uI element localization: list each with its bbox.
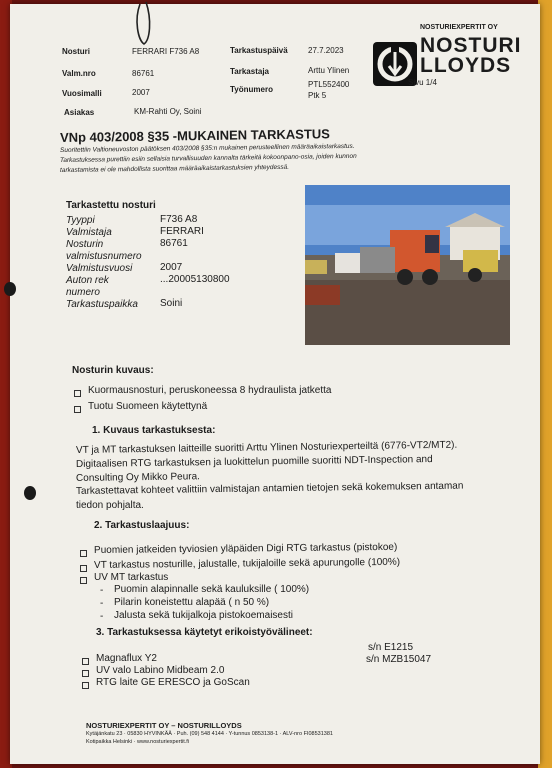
kuvaus-item: Tuotu Suomeen käytettynä [88, 401, 208, 412]
crane-field-value: Soini [160, 298, 183, 309]
bullet-icon [80, 550, 87, 557]
section2-item: VT tarkastus nosturille, jalustalle, tukijaloille sekä apurungolle (100%) [93, 556, 401, 571]
logo-line2: LLOYDS [420, 54, 512, 77]
section2-subitem: Puomin alapinnalle sekä kauluksille ( 100%) [114, 584, 310, 595]
crane-field-value: FERRARI [160, 226, 204, 237]
intro-line: Tarkastuksessa purettiin esiin sellaisia turvallisuuden kannalta tärkeitä kokoonpano-osia, joiden kunnon [59, 152, 357, 164]
section2-item: UV MT tarkastus [94, 572, 169, 583]
punch-hole [4, 282, 16, 296]
section2-subitem: Pilarin koneistettu alapää ( n 50 %) [114, 597, 270, 608]
crane-field-value: 86761 [160, 238, 188, 249]
section1-line: Consulting Oy Mikko Peura. [75, 471, 201, 484]
paper-clip-icon [132, 0, 162, 50]
logo-small-text: NOSTURIEXPERTIT OY [420, 24, 498, 31]
section3-item: RTG laite GE ERESCO ja GoScan [96, 677, 250, 688]
ptk-value: Ptk 5 [308, 91, 327, 100]
bullet-icon [82, 658, 89, 665]
serial-number: s/n MZB15047 [366, 654, 432, 665]
nosturi-label: Nosturi [62, 47, 90, 56]
bullet-icon [74, 390, 81, 397]
crane-section-heading: Tarkastettu nosturi [66, 200, 156, 211]
section1-heading: 1. Kuvaus tarkastuksesta: [92, 425, 216, 436]
footer-address: Kytäjänkatu 23 · 05830 HYVINKÄÄ · Puh. (09) 548 4144 · Y-tunnus 0853138-1 · ALV-nro FI08531381 [86, 731, 333, 737]
intro-line: Suoritettiin Valtioneuvoston päätöksen 403/2008 §35:n mukainen perusteellinen määräaikaistarkastus. [59, 142, 355, 154]
tyonumero-value: PTL552400 [308, 80, 350, 89]
dash-icon: - [100, 598, 104, 609]
bullet-icon [80, 577, 87, 584]
section2-item: Puomien jatkeiden tyviosien yläpäiden Digi RTG tarkastus (pistokoe) [93, 541, 398, 556]
crane-field-label: Valmistusvuosi [66, 263, 133, 274]
dash-icon: - [100, 585, 104, 596]
crane-field-value: F736 A8 [160, 214, 198, 225]
section3-heading: 3. Tarkastuksessa käytetyt erikoistyövälineet: [96, 627, 313, 638]
tarkastaja-value: Arttu Ylinen [308, 66, 350, 75]
section1-line: tiedon pohjalta. [76, 500, 144, 511]
crane-truck-photo [305, 185, 510, 345]
asiakas-value: KM-Rahti Oy, Soini [134, 107, 202, 116]
tarkastaja-label: Tarkastaja [230, 67, 269, 76]
valm-label: Valm.nro [62, 69, 96, 78]
section1-line: Tarkastettavat kohteet valittiin valmistajan antamien tietojen sekä kokemuksen antaman [75, 480, 464, 497]
bullet-icon [82, 682, 89, 689]
crane-field-label: Tyyppi [66, 215, 95, 226]
punch-hole [24, 486, 36, 500]
logo-line1: NOSTURI [420, 34, 522, 57]
page-number: Sivu 1/4 [408, 78, 437, 87]
crane-field-value: ...20005130800 [160, 274, 230, 285]
pvm-label: Tarkastuspäivä [230, 46, 288, 55]
nosturi-value: FERRARI F736 A8 [132, 47, 200, 56]
section3-item: UV valo Labino Midbeam 2.0 [96, 665, 225, 676]
crane-field-label: Tarkastuspaikka [66, 299, 138, 310]
serial-number: s/n E1215 [368, 642, 414, 653]
valm-value: 86761 [132, 69, 155, 78]
background-edge-right [538, 0, 552, 768]
tyonumero-label: Työnumero [230, 85, 273, 94]
document-page [10, 4, 540, 764]
vuosimalli-label: Vuosimalli [62, 89, 102, 98]
intro-line: tarkastamista ei ole mahdollista suorittaa määräaikaistarkastuksien yhteydessä. [59, 163, 290, 174]
crane-field-label: Auton rek [66, 275, 109, 286]
crane-field-label: Valmistaja [66, 227, 112, 238]
section2-subitem: Jalusta sekä tukijalkoja pistokoemaisesti [114, 610, 293, 621]
page-title: VNp 403/2008 §35 -MUKAINEN TARKASTUS [59, 126, 331, 145]
section3-item: Magnaflux Y2 [96, 653, 157, 664]
section2-heading: 2. Tarkastuslaajuus: [94, 520, 190, 531]
pvm-value: 27.7.2023 [308, 46, 344, 55]
kuvaus-item: Kuormausnosturi, peruskoneessa 8 hydraulista jatketta [88, 385, 332, 396]
bullet-icon [80, 565, 87, 572]
section1-line: Digitaalisen RTG tarkastuksen ja luokittelun puomille suoritti NDT-Inspection and [75, 454, 433, 470]
crane-field-label: valmistusnumero [66, 251, 142, 262]
bullet-icon [74, 406, 81, 413]
vuosimalli-value: 2007 [132, 88, 150, 97]
crane-field-value: 2007 [160, 262, 183, 273]
crane-field-label: Nosturin [66, 239, 104, 250]
bullet-icon [82, 670, 89, 677]
dash-icon: - [100, 611, 104, 622]
footer-company: NOSTURIEXPERTIT OY – NOSTURILLOYDS [86, 721, 242, 730]
footer-homepage: Kotipaikka Helsinki · www.nosturiexpertit.fi [86, 739, 190, 745]
crane-field-label: numero [66, 287, 100, 298]
asiakas-label: Asiakas [64, 108, 95, 117]
section1-line: VT ja MT tarkastuksen laitteille suoritti Arttu Ylinen Nosturiexperteiltä (6776-VT2/MT2). [75, 439, 458, 456]
kuvaus-heading: Nosturin kuvaus: [72, 365, 154, 376]
